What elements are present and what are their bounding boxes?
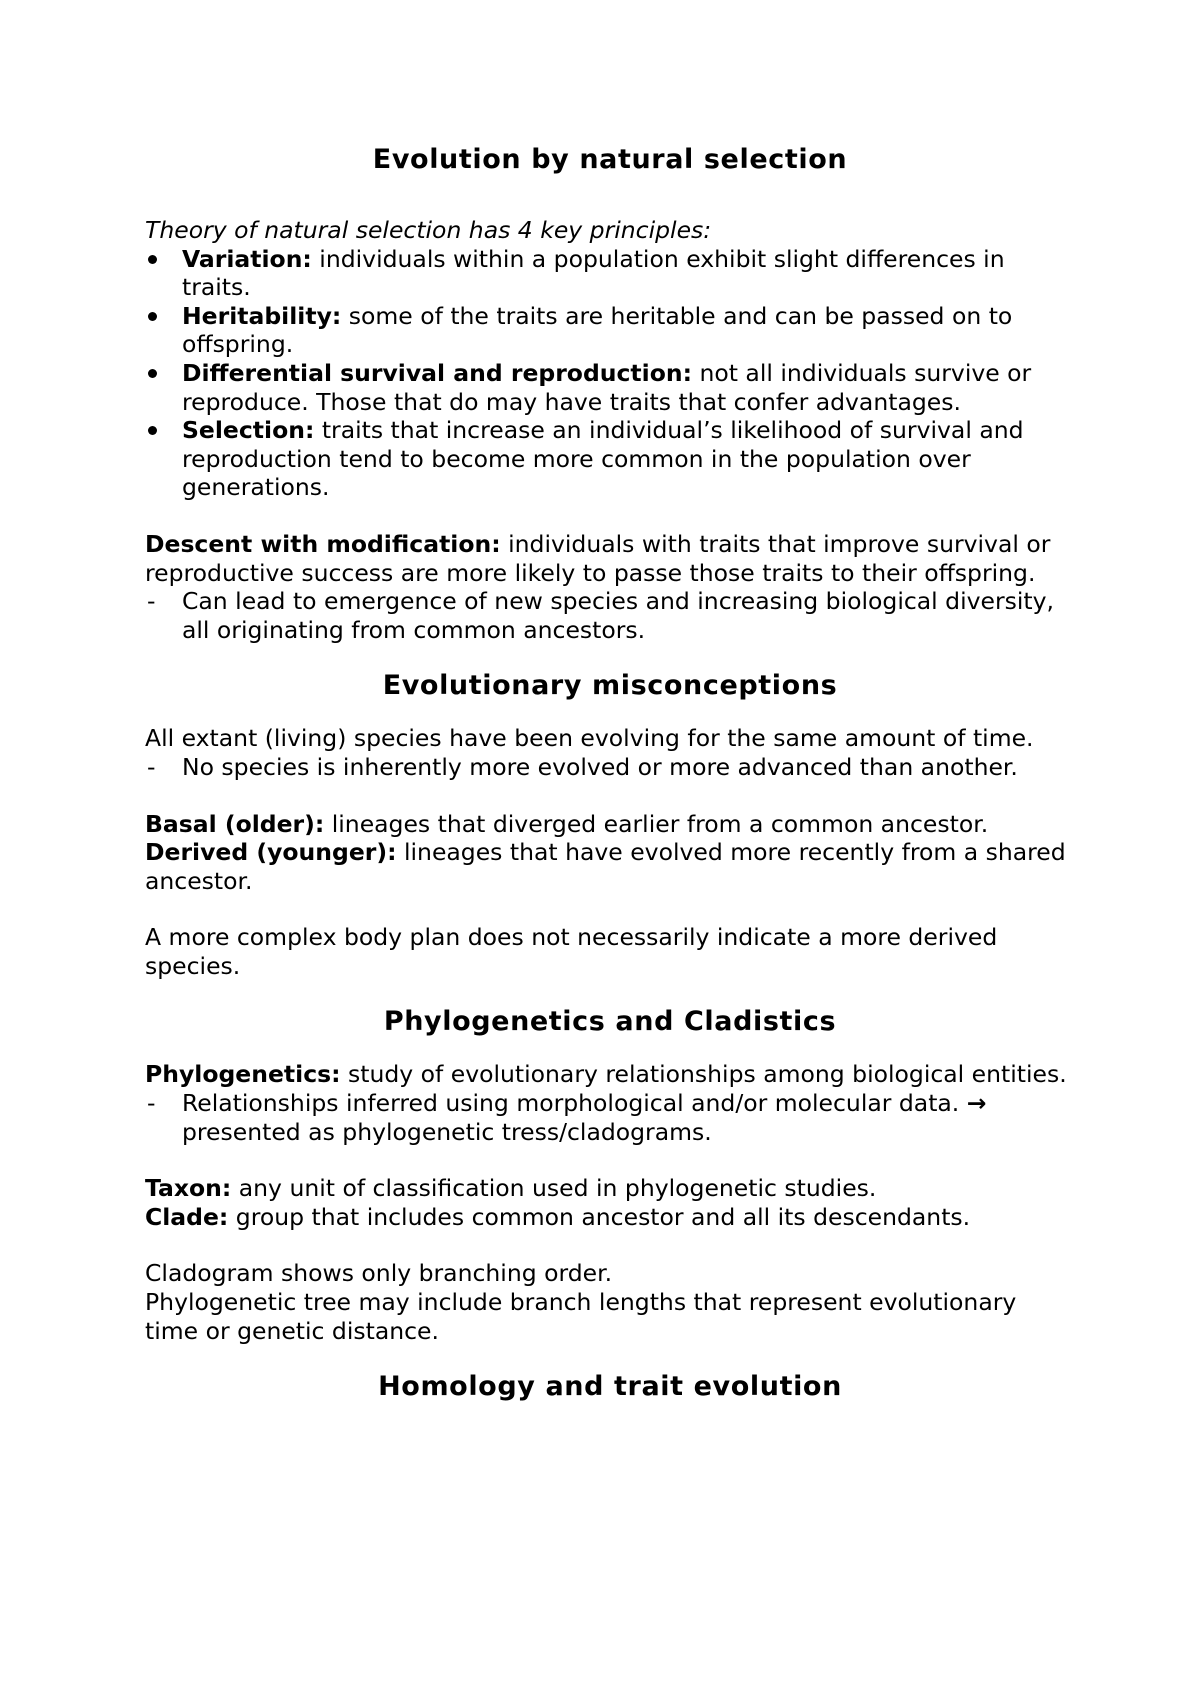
descent-point: - Can lead to emergence of new species and increasing biological diversity, all originating from common ancestors. bbox=[145, 587, 1075, 644]
taxon-term: Taxon: bbox=[145, 1174, 232, 1203]
misconception-points bbox=[145, 753, 1075, 782]
phylo-point-continued: presented as phylogenetic tress/cladograms. bbox=[182, 1117, 712, 1146]
section-title-misconceptions: Evolutionary misconceptions bbox=[382, 670, 838, 702]
complexity-note: A more complex body plan does not necessarily indicate a more derived species. bbox=[145, 923, 998, 980]
basal-term: Basal (older): bbox=[145, 809, 325, 838]
descent-with-modification bbox=[145, 530, 1075, 587]
principle-text: individuals within a population exhibit slight differences in traits. bbox=[182, 244, 1005, 302]
principle-heritability bbox=[145, 302, 1075, 359]
principles-list bbox=[145, 245, 1075, 502]
phylogenetics-points bbox=[145, 1089, 1075, 1146]
taxon-definition bbox=[145, 1174, 1075, 1203]
principles-intro: Theory of natural selection has 4 key principles: bbox=[145, 216, 712, 244]
spacer bbox=[145, 782, 1075, 810]
principle-variation bbox=[145, 245, 1075, 302]
derived-text: lineages that have evolved more recently from a shared ancestor. bbox=[145, 838, 1066, 895]
misconception-statement: All extant (living) species have been evolving for the same amount of time. bbox=[145, 724, 1034, 753]
phylo-point-text: Relationships inferred using morphological and/or molecular data. bbox=[182, 1089, 967, 1118]
phylogenetics-term: Phylogenetics: bbox=[145, 1060, 341, 1089]
spacer bbox=[145, 1146, 1075, 1174]
taxon-text: any unit of classification used in phylogenetic studies. bbox=[231, 1174, 877, 1203]
principle-text: traits that increase an individual’s likelihood of survival and reproduction tend to become more common in the population over generations. bbox=[182, 416, 1024, 502]
section-title-homology: Homology and trait evolution bbox=[378, 1371, 842, 1403]
section-title-phylogenetics: Phylogenetics and Cladistics bbox=[383, 1006, 837, 1038]
phylogenetics-text: study of evolutionary relationships among biological entities. bbox=[340, 1060, 1067, 1089]
basal-definition bbox=[145, 810, 1075, 839]
phylogenetics-definition bbox=[145, 1060, 1075, 1089]
spacer bbox=[145, 895, 1075, 923]
descent-term: Descent with modification: bbox=[145, 529, 501, 558]
descent-points bbox=[145, 587, 1075, 644]
clade-term: Clade: bbox=[145, 1202, 229, 1231]
derived-term: Derived (younger): bbox=[145, 838, 397, 867]
section-title-natural-selection: Evolution by natural selection bbox=[372, 144, 848, 175]
principle-differential-survival bbox=[145, 359, 1075, 416]
principle-term: Variation: bbox=[182, 244, 312, 273]
document-page bbox=[145, 140, 1075, 1425]
basal-text: lineages that diverged earlier from a common ancestor. bbox=[324, 809, 989, 838]
principle-term: Selection: bbox=[182, 416, 315, 445]
phylogenetic-tree-note: Phylogenetic tree may include branch lengths that represent evolutionary time or genetic distance. bbox=[145, 1288, 1017, 1345]
principle-term: Differential survival and reproduction: bbox=[182, 358, 692, 387]
principle-term: Heritability: bbox=[182, 301, 342, 330]
derived-definition bbox=[145, 838, 1075, 895]
clade-definition bbox=[145, 1203, 1075, 1232]
phylogenetics-point bbox=[145, 1089, 1075, 1146]
principle-text: some of the traits are heritable and can be passed on to offspring. bbox=[182, 301, 1013, 359]
principle-text: not all individuals survive or reproduce. Those that do may have traits that confer advantages. bbox=[182, 358, 1032, 416]
principle-selection bbox=[145, 416, 1075, 502]
arrow-right-icon: → bbox=[966, 1089, 987, 1118]
spacer bbox=[145, 502, 1075, 530]
spacer bbox=[145, 1231, 1075, 1259]
descent-text: individuals with traits that improve survival or reproductive success are more likely to passe those traits to their offspring. bbox=[145, 529, 1051, 587]
misconception-point: - No species is inherently more evolved or more advanced than another. bbox=[145, 753, 1075, 782]
cladogram-note: Cladogram shows only branching order. bbox=[145, 1259, 613, 1288]
clade-text: group that includes common ancestor and all its descendants. bbox=[228, 1202, 971, 1231]
